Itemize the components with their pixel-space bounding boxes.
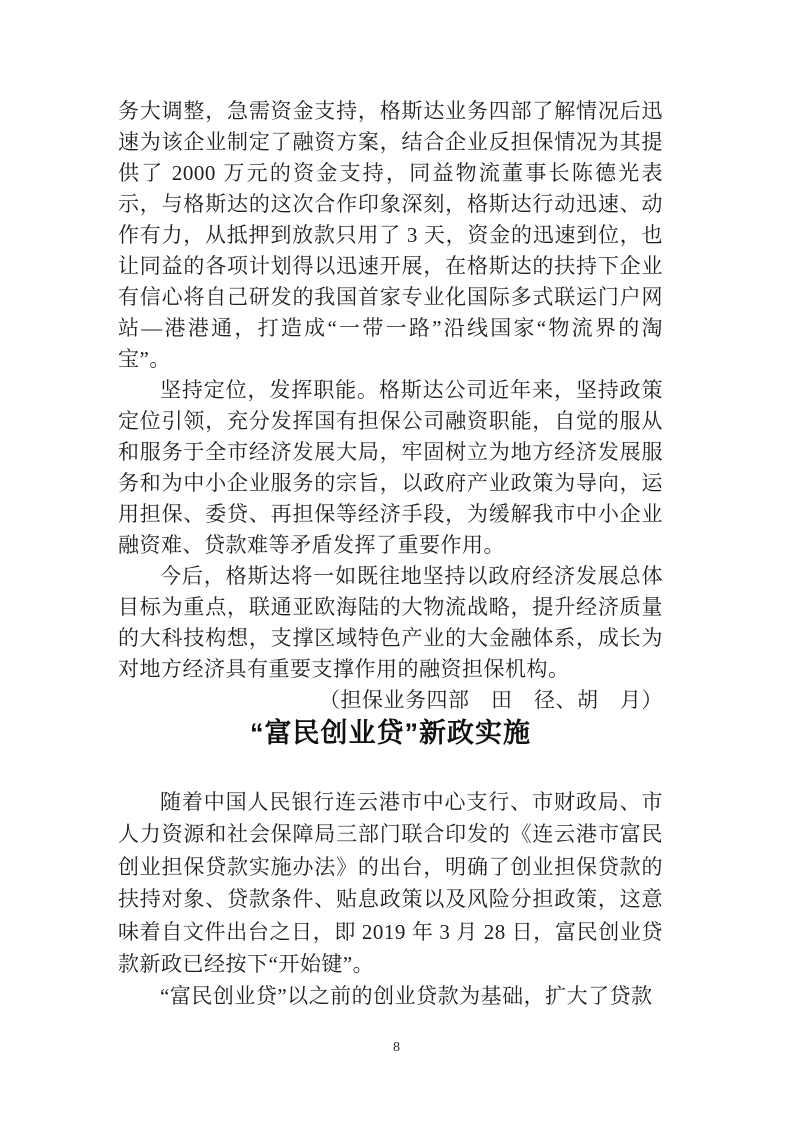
article-byline: （担保业务四部 田 径、胡 月） <box>319 688 663 712</box>
paragraph: 坚持定位，发挥职能。格斯达公司近年来，坚持政策定位引领，充分发挥国有担保公司融资职能，自觉的服从和服务于全市经济发展大局，牢固树立为地方经济发展服务和为中小企业服务的宗旨，以政府产业政策为导向，运用担保、委贷、再担保等经济手段，为缓解我市中小企业融资难、贷款难等矛盾发挥了重要作用。 <box>118 378 663 557</box>
article-body-section <box>118 786 663 1013</box>
article-title: “富民创业贷”新政实施 <box>250 718 531 748</box>
page-number: 8 <box>393 1040 400 1055</box>
paragraph: “富民创业贷”以之前的创业贷款为基础，扩大了贷款 <box>160 984 653 1009</box>
paragraph: 随着中国人民银行连云港市中心支行、市财政局、市人力资源和社会保障局三部门联合印发的《连云港市富民创业担保贷款实施办法》的出台，明确了创业担保贷款的扶持对象、贷款条件、贴息政策以及风险分担政策，这意味着自文件出台之日，即 2019 年 3 月 28 日，富民创业贷款新政已经按下“开始键”。 <box>118 790 663 977</box>
article-continuation-section <box>118 96 663 716</box>
paragraph-continuation: 务大调整，急需资金支持，格斯达业务四部了解情况后迅速为该企业制定了融资方案，结合企业反担保情况为其提供了 2000 万元的资金支持，同益物流董事长陈德光表示，与格斯达的这次合作印象深刻，格斯达行动迅速、动作有力，从抵押到放款只用了 3 天，资金的迅速到位，也让同益的各项计划得以迅速开展，在格斯达的扶持下企业有信心将自己研发的我国首家专业化国际多式联运门户网站—港港通，打造成“一带一路”沿线国家“物流界的淘宝”。 <box>118 99 663 371</box>
paragraph: 今后，格斯达将一如既往地坚持以政府经济发展总体目标为重点，联通亚欧海陆的大物流战略，提升经济质量的大科技构想，支撑区域特色产业的大金融体系，成长为对地方经济具有重要支撑作用的融资担保机构。 <box>118 564 663 681</box>
